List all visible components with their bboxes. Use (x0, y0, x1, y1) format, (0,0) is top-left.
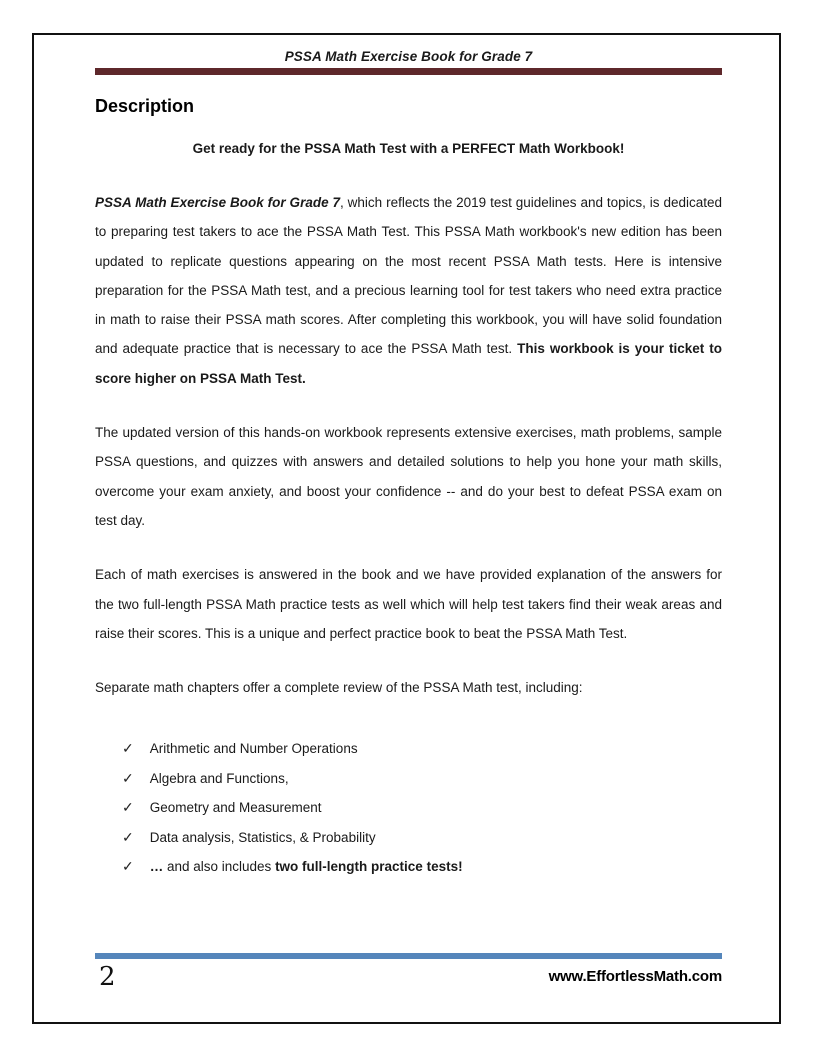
book-title-run: PSSA Math Exercise Book for Grade 7 (95, 195, 340, 210)
checkmark-icon: ✓ (122, 769, 134, 786)
list-item-label (150, 852, 463, 882)
paragraph-4: Separate math chapters offer a complete review of the PSSA Math test, including: (95, 680, 583, 696)
list-item-label: Algebra and Functions, (149, 770, 289, 786)
checkmark-icon: ✓ (122, 740, 134, 757)
feature-list (95, 734, 722, 882)
paragraph-2: The updated version of this hands-on workbook represents extensive exercises, math problems, sample PSSA questions, and quizzes with answers and detailed solutions to help you hone your math skills, overcome your exam anxiety, and boost your confidence -- and do your best to defeat PSSA exam on test day. (95, 425, 722, 528)
website-link: www.EffortlessMath.com (548, 968, 722, 985)
checkmark-icon: ✓ (122, 799, 134, 816)
list-item (122, 852, 722, 882)
paragraph-1 (95, 188, 722, 393)
body-content (95, 188, 722, 882)
checkmark-icon: ✓ (122, 828, 134, 845)
ellipsis-bold-run: … (149, 859, 164, 875)
page-number: 2 (99, 962, 116, 992)
checkmark-icon: ✓ (122, 858, 134, 875)
headline-tagline: Get ready for the PSSA Math Test with a PERFECT Math Workbook! (192, 141, 625, 156)
list-item (122, 823, 722, 853)
list-item-label: Data analysis, Statistics, & Probability (149, 829, 376, 845)
list-item-normal-run: and also includes (163, 859, 276, 875)
section-title: Description (95, 96, 195, 116)
list-item-label: Geometry and Measurement (149, 800, 322, 816)
paragraph-1-text: , which reflects the 2019 test guidelines and topics, is dedicated to preparing test takers to ace the PSSA Math Test. This PSSA Math workbook's new edition has been updated to replicate questions appearing on the most recent PSSA Math tests. Here is intensive preparation for the PSSA Math test, and a precious learning tool for test takers who need extra practice in math to raise their PSSA math scores. After completing this workbook, you will have solid foundation and adequate practice that is necessary to ace the PSSA Math test. (95, 195, 722, 357)
running-header-title: PSSA Math Exercise Book for Grade 7 (284, 49, 533, 64)
list-item-bold-run: two full-length practice tests! (275, 859, 463, 875)
paragraph-3: Each of math exercises is answered in the book and we have provided explanation of the answers for the two full-length PSSA Math practice tests as well which will help test takers find their weak areas and raise their scores. This is a unique and perfect practice book to beat the PSSA Math Test. (95, 567, 722, 641)
list-item (122, 734, 722, 764)
header-accent-bar (95, 68, 722, 75)
list-item-label: Arithmetic and Number Operations (149, 741, 358, 757)
paragraph-1-bold-run: This workbook is your ticket to score higher on PSSA Math Test. (95, 341, 722, 386)
list-item (122, 764, 722, 794)
footer-accent-bar (95, 953, 722, 959)
list-item (122, 793, 722, 823)
